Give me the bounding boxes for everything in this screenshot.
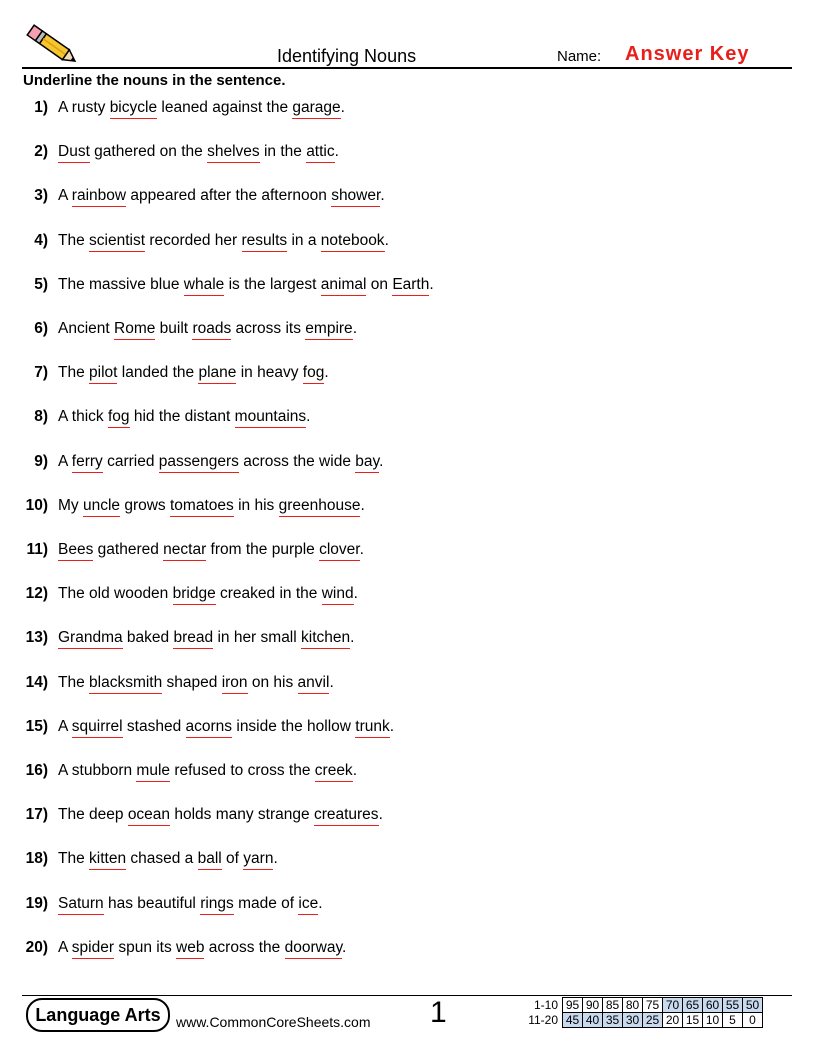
underlined-noun: nectar xyxy=(163,541,206,561)
underlined-noun: empire xyxy=(305,320,352,340)
sentence-fragment: . xyxy=(384,231,389,249)
sentence-fragment: in the xyxy=(259,143,307,161)
underlined-noun: acorns xyxy=(186,718,233,738)
pencil-icon xyxy=(22,22,82,68)
score-row-label: 11-20 xyxy=(528,1013,558,1027)
sentence-fragment: in her small xyxy=(213,629,302,647)
underlined-noun: kitten xyxy=(89,850,126,870)
question-text xyxy=(58,674,334,692)
sentence-fragment: . xyxy=(379,452,384,470)
sentence-fragment: hid the distant xyxy=(129,408,235,426)
sentence-fragment: . xyxy=(352,762,357,779)
question-number: 19) xyxy=(25,894,48,912)
question-text xyxy=(58,497,365,515)
question-text xyxy=(58,408,310,426)
sentence-fragment: across its xyxy=(231,320,306,337)
sentence-fragment: baked xyxy=(122,629,174,647)
question-row xyxy=(0,320,816,344)
underlined-noun: uncle xyxy=(83,497,120,517)
sentence-fragment: in heavy xyxy=(236,364,303,382)
underlined-noun: Grandma xyxy=(58,629,123,649)
underlined-noun: kitchen xyxy=(301,629,350,649)
underlined-noun: attic xyxy=(306,143,334,163)
underlined-noun: squirrel xyxy=(72,718,123,738)
question-number: 7) xyxy=(34,364,48,382)
question-text xyxy=(58,850,278,868)
question-text xyxy=(58,187,385,205)
answer-key-label: Answer Key xyxy=(625,43,750,65)
sentence-fragment: across the xyxy=(204,938,285,956)
sentence-fragment: . xyxy=(360,496,365,514)
question-text xyxy=(58,718,394,736)
underlined-noun: ball xyxy=(198,850,222,870)
sentence-fragment: . xyxy=(318,894,323,912)
sentence-fragment: The xyxy=(58,850,90,868)
question-text xyxy=(58,541,364,559)
underlined-noun: creek xyxy=(315,762,353,782)
score-cell: 35 xyxy=(603,1013,623,1028)
score-cell: 70 xyxy=(663,998,683,1013)
question-text xyxy=(58,895,323,913)
underlined-noun: web xyxy=(176,939,204,959)
underlined-noun: notebook xyxy=(321,232,385,252)
sentence-fragment: gathered xyxy=(93,541,164,558)
question-row xyxy=(0,939,816,963)
sentence-fragment: . xyxy=(342,938,347,956)
sentence-fragment: . xyxy=(380,187,385,205)
score-table xyxy=(528,997,763,1028)
underlined-noun: pilot xyxy=(89,364,117,384)
question-text xyxy=(58,762,357,780)
sentence-fragment: The xyxy=(58,231,90,249)
question-row xyxy=(0,850,816,874)
underlined-noun: trunk xyxy=(355,718,389,738)
question-text xyxy=(58,806,383,824)
question-number: 1) xyxy=(34,99,48,116)
question-row xyxy=(0,453,816,477)
website-url: www.CommonCoreSheets.com xyxy=(176,1014,371,1030)
score-cell: 80 xyxy=(623,998,643,1013)
score-cell: 25 xyxy=(643,1013,663,1028)
underlined-noun: scientist xyxy=(89,232,145,252)
sentence-fragment: from the purple xyxy=(206,541,320,558)
sentence-fragment: in his xyxy=(233,496,279,514)
question-number: 5) xyxy=(34,275,48,293)
question-row xyxy=(0,895,816,919)
page-title: Identifying Nouns xyxy=(277,46,417,66)
sentence-fragment: stashed xyxy=(122,717,186,735)
underlined-noun: anvil xyxy=(298,674,330,694)
sentence-fragment: appeared after the afternoon xyxy=(126,187,332,205)
sentence-fragment: . xyxy=(389,717,395,735)
underlined-noun: fog xyxy=(108,408,130,428)
question-number: 10) xyxy=(25,496,48,514)
question-number: 12) xyxy=(25,585,48,603)
underlined-noun: ocean xyxy=(128,806,170,826)
score-cell: 75 xyxy=(643,998,663,1013)
question-number: 13) xyxy=(25,629,48,647)
sentence-fragment: . xyxy=(350,629,355,647)
score-row xyxy=(528,998,763,1013)
question-row xyxy=(0,187,816,211)
question-row xyxy=(0,497,816,521)
underlined-noun: spider xyxy=(72,939,114,959)
question-text xyxy=(58,232,389,250)
sentence-fragment: . xyxy=(324,364,329,382)
sentence-fragment: across the wide xyxy=(238,452,356,470)
question-number: 6) xyxy=(34,320,48,337)
question-row xyxy=(0,408,816,432)
underlined-noun: passengers xyxy=(159,453,239,473)
instructions: Underline the nouns in the sentence. xyxy=(23,72,286,89)
sentence-fragment: A rusty xyxy=(58,99,110,116)
question-text xyxy=(58,99,345,117)
sentence-fragment: landed the xyxy=(117,364,199,382)
underlined-noun: tomatoes xyxy=(170,497,234,517)
sentence-fragment: leaned against the xyxy=(157,99,293,116)
score-cell: 0 xyxy=(743,1013,763,1028)
score-cell: 55 xyxy=(723,998,743,1013)
sentence-fragment: refused to cross the xyxy=(170,762,315,779)
sentence-fragment: A thick xyxy=(58,408,108,426)
sentence-fragment: . xyxy=(273,850,278,868)
question-number: 9) xyxy=(34,452,48,470)
sentence-fragment: . xyxy=(429,275,434,293)
sentence-fragment: chased a xyxy=(126,850,198,868)
underlined-noun: ferry xyxy=(72,453,103,473)
score-cell: 90 xyxy=(583,998,603,1013)
score-row xyxy=(528,1013,763,1028)
question-text xyxy=(58,276,434,294)
underlined-noun: Dust xyxy=(58,143,90,163)
score-cell: 85 xyxy=(603,998,623,1013)
sentence-fragment: . xyxy=(340,99,345,116)
sentence-fragment: . xyxy=(353,585,358,603)
underlined-noun: fog xyxy=(303,364,325,384)
sentence-fragment: A xyxy=(58,452,72,470)
question-number: 18) xyxy=(25,850,48,868)
underlined-noun: plane xyxy=(198,364,236,384)
underlined-noun: yarn xyxy=(243,850,273,870)
underlined-noun: creatures xyxy=(314,806,379,826)
footer-divider xyxy=(22,995,792,996)
question-row xyxy=(0,276,816,300)
score-cell: 5 xyxy=(723,1013,743,1028)
underlined-noun: roads xyxy=(192,320,231,340)
underlined-noun: shower xyxy=(331,187,380,207)
underlined-noun: results xyxy=(242,232,288,252)
question-text xyxy=(58,143,339,161)
sentence-fragment: of xyxy=(221,850,244,868)
underlined-noun: ice xyxy=(298,895,318,915)
sentence-fragment: shaped xyxy=(162,673,222,691)
sentence-fragment: gathered on the xyxy=(89,143,208,161)
sentence-fragment: The xyxy=(58,673,90,691)
question-row xyxy=(0,718,816,742)
sentence-fragment: The massive blue xyxy=(58,275,184,293)
sentence-fragment: My xyxy=(58,496,83,514)
underlined-noun: rings xyxy=(200,895,234,915)
score-cell: 10 xyxy=(703,1013,723,1028)
sentence-fragment: . xyxy=(329,673,334,691)
score-cell: 50 xyxy=(743,998,763,1013)
question-number: 3) xyxy=(34,187,48,205)
sentence-fragment: on xyxy=(366,275,393,293)
underlined-noun: shelves xyxy=(207,143,260,163)
question-text xyxy=(58,939,346,957)
question-row xyxy=(0,541,816,565)
sentence-fragment: spun its xyxy=(114,938,177,956)
underlined-noun: clover xyxy=(319,541,360,561)
score-cell: 95 xyxy=(563,998,583,1013)
question-number: 4) xyxy=(34,231,48,249)
question-number: 11) xyxy=(26,541,48,558)
question-number: 15) xyxy=(25,717,48,735)
score-row-label: 1-10 xyxy=(533,998,558,1012)
score-cell: 65 xyxy=(683,998,703,1013)
sentence-fragment: holds many strange xyxy=(170,806,314,824)
underlined-noun: animal xyxy=(321,276,367,296)
sentence-fragment: . xyxy=(306,408,311,426)
sentence-fragment: . xyxy=(352,320,357,337)
page-number: 1 xyxy=(430,996,447,1029)
question-text xyxy=(58,585,358,603)
question-number: 8) xyxy=(34,408,48,426)
worksheet-header xyxy=(22,22,792,68)
sentence-fragment: A stubborn xyxy=(58,762,137,779)
underlined-noun: garage xyxy=(292,99,340,119)
underlined-noun: Saturn xyxy=(58,895,104,915)
sentence-fragment: A xyxy=(58,717,72,735)
sentence-fragment: grows xyxy=(120,496,170,514)
sentence-fragment: The deep xyxy=(58,806,128,824)
question-row xyxy=(0,99,816,123)
question-row xyxy=(0,364,816,388)
sentence-fragment: A xyxy=(58,938,72,956)
underlined-noun: Bees xyxy=(58,541,93,561)
question-row xyxy=(0,585,816,609)
sentence-fragment: is the largest xyxy=(224,275,321,293)
underlined-noun: bay xyxy=(355,453,379,473)
score-cell: 40 xyxy=(583,1013,603,1028)
score-cell: 15 xyxy=(683,1013,703,1028)
score-cell: 30 xyxy=(623,1013,643,1028)
underlined-noun: bridge xyxy=(173,585,216,605)
underlined-noun: iron xyxy=(222,674,248,694)
score-cell: 45 xyxy=(563,1013,583,1028)
underlined-noun: whale xyxy=(184,276,225,296)
underlined-noun: mule xyxy=(136,762,170,782)
sentence-fragment: built xyxy=(155,320,193,337)
underlined-noun: blacksmith xyxy=(89,674,162,694)
question-text xyxy=(58,364,329,382)
underlined-noun: Earth xyxy=(392,276,429,296)
underlined-noun: Rome xyxy=(114,320,155,340)
underlined-noun: bread xyxy=(173,629,213,649)
sentence-fragment: inside the hollow xyxy=(232,717,356,735)
question-row xyxy=(0,143,816,167)
sentence-fragment: . xyxy=(359,541,364,558)
question-number: 17) xyxy=(25,806,48,824)
sentence-fragment: recorded her xyxy=(145,231,242,249)
underlined-noun: rainbow xyxy=(72,187,126,207)
sentence-fragment: carried xyxy=(102,452,159,470)
sentence-fragment: The xyxy=(58,364,90,382)
underlined-noun: greenhouse xyxy=(279,497,361,517)
sentence-fragment: has beautiful xyxy=(103,894,201,912)
question-text xyxy=(58,453,383,471)
score-cell: 60 xyxy=(703,998,723,1013)
underlined-noun: bicycle xyxy=(110,99,157,119)
sentence-fragment: . xyxy=(334,143,339,161)
question-row xyxy=(0,806,816,830)
question-number: 2) xyxy=(34,143,48,161)
underlined-noun: mountains xyxy=(235,408,307,428)
question-row xyxy=(0,232,816,256)
underlined-noun: wind xyxy=(322,585,354,605)
sentence-fragment: The old wooden xyxy=(58,585,173,603)
question-row xyxy=(0,762,816,786)
sentence-fragment: A xyxy=(58,187,72,205)
question-row xyxy=(0,629,816,653)
sentence-fragment: on his xyxy=(247,673,298,691)
underlined-noun: doorway xyxy=(285,939,342,959)
question-number: 14) xyxy=(25,673,48,691)
name-label: Name: xyxy=(557,48,602,65)
header-divider xyxy=(22,67,792,69)
question-text xyxy=(58,629,354,647)
question-number: 20) xyxy=(25,938,48,956)
sentence-fragment: Ancient xyxy=(58,320,115,337)
sentence-fragment: creaked in the xyxy=(215,585,322,603)
question-row xyxy=(0,674,816,698)
sentence-fragment: in a xyxy=(287,231,321,249)
subject-badge: Language Arts xyxy=(26,998,170,1032)
sentence-fragment: made of xyxy=(233,894,299,912)
score-cell: 20 xyxy=(663,1013,683,1028)
question-text xyxy=(58,320,357,338)
question-number: 16) xyxy=(25,762,48,779)
sentence-fragment: . xyxy=(378,806,383,824)
